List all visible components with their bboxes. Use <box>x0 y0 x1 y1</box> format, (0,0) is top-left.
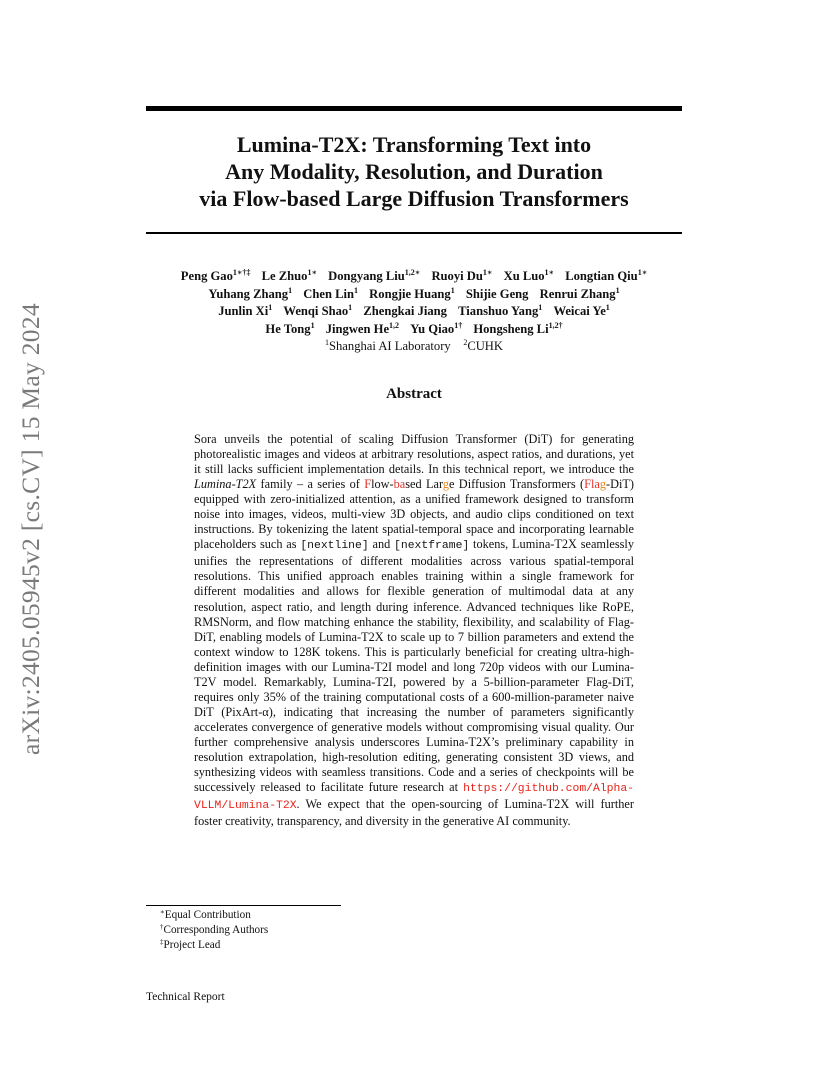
footnotes <box>160 908 268 953</box>
author: Chen Lin$^1$ <box>303 285 359 301</box>
github-link[interactable]: https://github.com/Alpha-VLLM/Lumina-T2X <box>194 783 634 813</box>
title-top-rule <box>146 106 682 111</box>
author-line <box>146 286 682 304</box>
title-line: Any Modality, Resolution, and Duration <box>225 159 603 184</box>
author: Longtian Qiu$^{1∗}$ <box>565 268 648 283</box>
author: Wenqi Shao$^1$ <box>283 303 353 318</box>
footnote: ∗Equal Contribution <box>160 908 251 921</box>
page-footer: Technical Report <box>146 991 225 1003</box>
author: Weicai Ye$^1$ <box>553 303 610 318</box>
author: Rongjie Huang$^1$ <box>369 285 455 301</box>
title-line: Lumina-T2X: Transforming Text into <box>236 132 592 157</box>
author: Ruoyi $Du^{1∗}$ <box>431 268 493 283</box>
author: Yu Qiao$^{1\dagger}$ <box>410 320 463 336</box>
token-nextframe: [nextframe] <box>394 540 470 553</box>
arxiv-identifier: arXiv:2405.05945v2 [cs.CV] 15 May 2024 <box>16 303 45 755</box>
paper-title <box>146 131 682 212</box>
author: Dongyang Liu$^{1,2∗}$ <box>328 268 421 283</box>
footnote: †Corresponding Authors <box>160 923 269 936</box>
title-bottom-rule <box>146 232 682 234</box>
token-nextline: [nextline] <box>300 540 369 553</box>
abstract-body: Sora unveils the potential of scaling Diffusion Transformer (DiT) for generating photorealistic images and videos at arbitrary resolutions, aspect ratios, and durations, yet it still lacks sufficient implementation details. In this technical report, we introduce the Lumina-T2X family – a series of Flow-based Large Diffusion Transformers (Flag-DiT) equipped with zero-initialized attention, as a unified framework designed to transform noise into images, videos, multi-view 3D objects, and audio clips conditioned on text instructions. By tokenizing the latent spatial-temporal space and incorporating learnable placeholders such as [nextline] and [nextframe] tokens, Lumina-T2X seamlessly unifies the representations of different modalities across various spatial-temporal resolutions. This unified approach enables training within a single framework for different modalities and allows for flexible generation of multimodal data at any resolution, aspect ratio, and length during inference. Advanced techniques like RoPE, RMSNorm, and flow matching enhance the stability, flexibility, and scalability of Flag-DiT, enabling models of Lumina-T2X to scale up to 7 billion parameters and extend the context window to 128K tokens. This is particularly beneficial for creating ultra-high-definition images with our Lumina-T2I model and long 720p videos with our Lumina-T2V model. Remarkably, Lumina-T2I, powered by a 5-billion-parameter Flag-DiT, requires only 35% of the training computational costs of a 600-million-parameter naive DiT (PixArt-α), indicating that increasing the number of parameters significantly accelerates convergence of generative models without compromising visual quality. Our further comprehensive analysis underscores Lumina-T2X’s preliminary capability in resolution extrapolation, high-resolution editing, generating consistent 3D views, and synthesizing videos with seamless transitions. Code and a series of checkpoints will be successively released to facilitate future research at https://github.com/Alpha-VLLM/Lumina-T2X. We expect that the open-sourcing of Lumina-T2X will further foster creativity, transparency, and diversity in the generative AI community. <box>194 432 634 829</box>
author: Jingwen He$^{1,2}$ <box>325 320 400 336</box>
footnote: ‡Project Lead <box>160 938 221 951</box>
author: Tianshuo Yang$^1$ <box>458 303 543 318</box>
author-line <box>146 268 682 286</box>
title-line: via Flow-based Large Diffusion Transformers <box>199 186 629 211</box>
author: Zhengkai Jiang <box>363 304 447 318</box>
author: Xu Luo$^{1∗}$ <box>503 268 555 283</box>
footnote-rule <box>146 905 341 906</box>
author-line <box>146 303 682 321</box>
author: Peng Gao$^{1∗\dagger\ddagger}$ <box>180 268 251 283</box>
author: Yuhang Zhang$^1$ <box>208 285 293 301</box>
affiliations: $^1$Shanghai AI Laboratory $^2$CUHK <box>325 338 503 353</box>
author: Shijie Geng <box>465 286 529 301</box>
author: Hongsheng $Li^{1,2\dagger}$ <box>473 320 563 336</box>
author-line <box>146 321 682 339</box>
author: Junlin Xi$^1$ <box>218 303 273 318</box>
author: Renrui Zhang$^1$ <box>539 285 620 301</box>
abstract-heading: Abstract <box>386 386 442 402</box>
author-block <box>146 268 682 356</box>
author: Le Zhuo$^{1∗}$ <box>261 268 317 283</box>
author: He Tong$^1$ <box>265 320 315 336</box>
